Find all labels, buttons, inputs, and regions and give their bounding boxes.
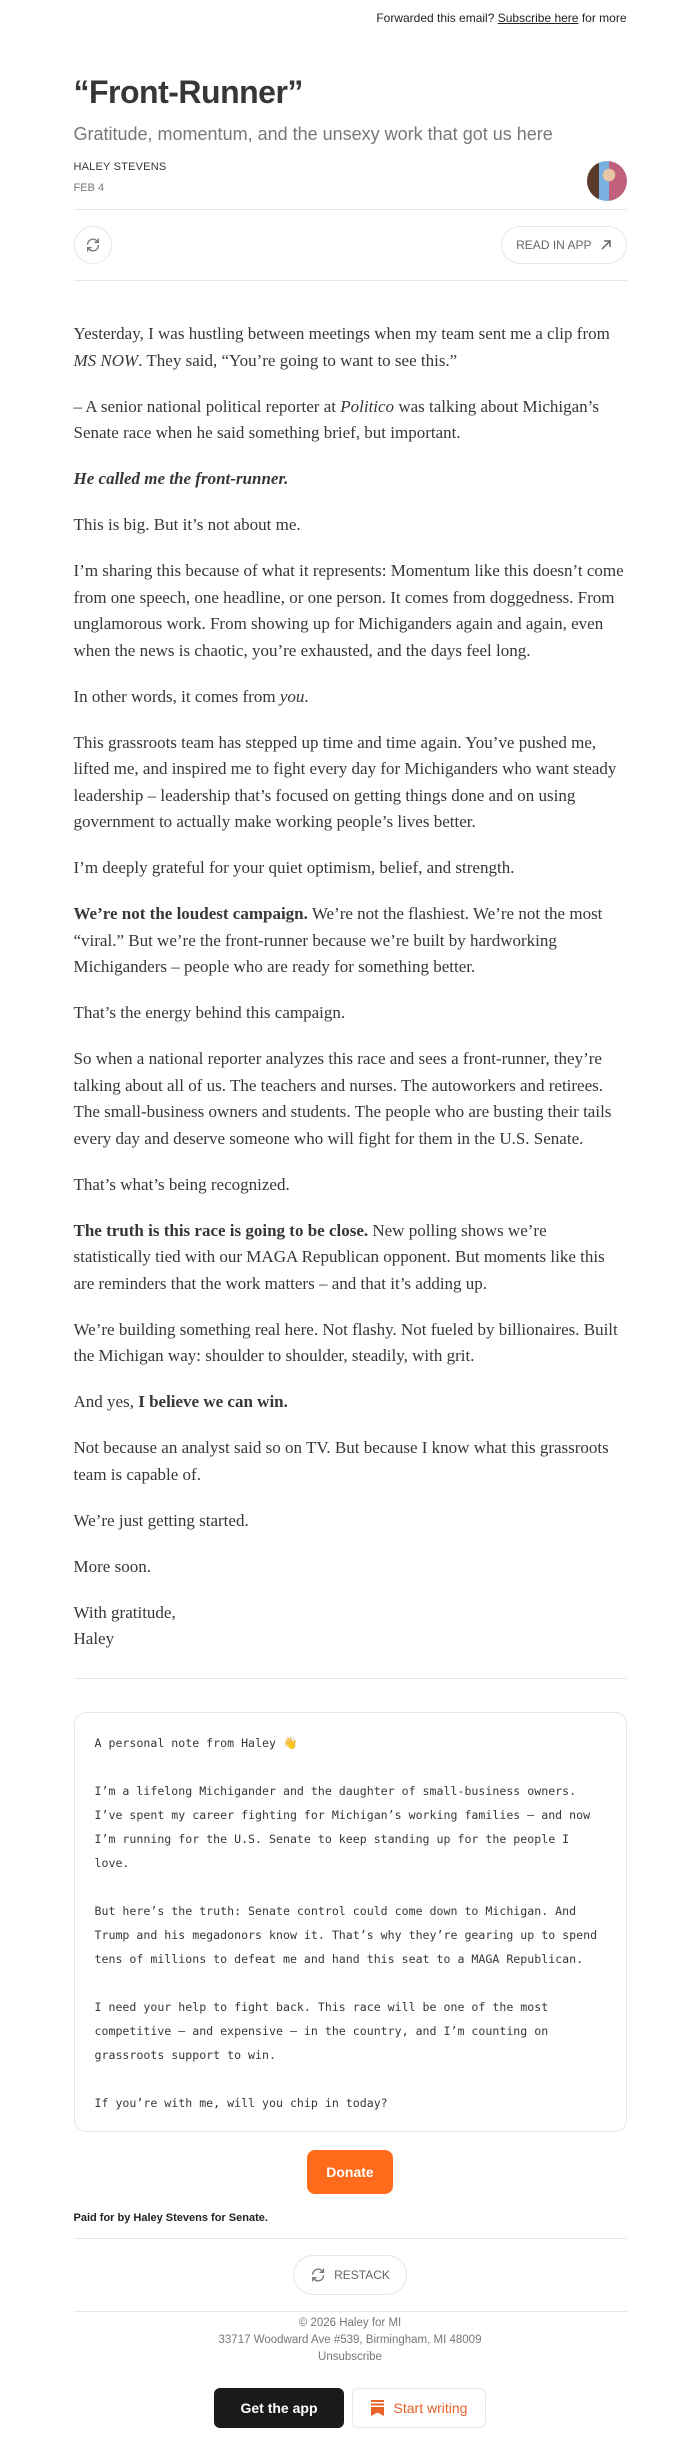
paragraph-text: This is big. But it’s not about me.	[73, 515, 301, 534]
arrow-up-right-icon	[600, 239, 612, 251]
paragraph-text: This grassroots team has stepped up time and time again. You’ve pushed me, lifted me, and inspired me to fight every day for Michiganders who want steady leadership – leadership that’s focused on getting things done and on using government to actually make working people’s lives better.	[73, 732, 617, 831]
unsubscribe-link[interactable]: Unsubscribe	[318, 2350, 382, 2363]
substack-logo-icon	[371, 2400, 384, 2416]
get-app-button[interactable]: Get the app	[214, 2388, 344, 2428]
body-paragraph	[74, 855, 627, 882]
email	[74, 0, 627, 2428]
post-meta	[74, 161, 627, 209]
note-paragraph: If you’re with me, will you chip in today?	[94, 2095, 388, 2110]
forward-notice	[74, 0, 627, 31]
paragraph-text: Yesterday, I was hustling between meetings when my team sent me a clip from	[73, 324, 610, 343]
restack-button[interactable]	[74, 226, 112, 264]
post-date: FEB 4	[73, 182, 105, 194]
body-paragraph	[74, 512, 627, 539]
body-paragraph	[74, 1218, 627, 1298]
note-paragraph: I need your help to fight back. This race will be one of the most competitive – and expensive – in the country, and I’m counting on grassroots support to win.	[94, 1999, 549, 2062]
paragraph-text: We’re not the flashiest. We’re not the most “viral.” But we’re the front-runner because we’re built by hardworking Michiganders – people who are ready for something better.	[73, 904, 603, 976]
read-in-app-label: READ IN APP	[516, 238, 592, 252]
forward-suffix: for more	[581, 11, 627, 25]
paragraph-text: Not because an analyst said so on TV. But because I know what this grassroots team is capable of.	[73, 1438, 609, 1484]
divider	[74, 2311, 627, 2312]
body-paragraph	[74, 1389, 627, 1416]
signoff	[74, 1600, 627, 1653]
paid-for-disclaimer: Paid for by Haley Stevens for Senate.	[73, 2211, 268, 2224]
start-writing-button[interactable]	[352, 2388, 486, 2428]
paragraph-text: I’m deeply grateful for your quiet optimism, belief, and strength.	[73, 858, 515, 877]
subscribe-link[interactable]: Subscribe here	[497, 11, 579, 25]
emphasized-text: MS NOW	[73, 350, 139, 370]
post-actions	[74, 210, 627, 280]
body-paragraph	[74, 1508, 627, 1535]
paragraph-text: We’re just getting started.	[73, 1510, 249, 1530]
emphasized-text: you	[279, 686, 305, 706]
note-paragraph: I’m a lifelong Michigander and the daughter of small-business owners. I’ve spent my career fighting for Michigan’s working families – and now I’m running for the U.S. Senate to keep standing up for the people I love.	[94, 1783, 591, 1870]
body-paragraph	[74, 730, 627, 836]
divider	[74, 1678, 627, 1679]
body-paragraph	[74, 1172, 627, 1199]
emphasized-text: I believe we can win.	[138, 1392, 288, 1411]
paragraph-text: That’s the energy behind this campaign.	[73, 1003, 346, 1022]
author-name[interactable]: HALEY STEVENS	[73, 161, 167, 173]
body-paragraph	[74, 1435, 627, 1488]
body-paragraph	[74, 1046, 627, 1152]
donate-button[interactable]: Donate	[307, 2150, 393, 2194]
emphasized-text: Politico	[340, 396, 395, 416]
emphasized-text: We’re not the loudest campaign.	[73, 904, 308, 923]
paragraph-text: .	[304, 686, 309, 706]
post-title: “Front-Runner”	[73, 74, 303, 110]
paragraph-text: More soon.	[73, 1556, 151, 1576]
restack-label: RESTACK	[334, 2267, 390, 2282]
forward-text: Forwarded this email?	[376, 11, 495, 25]
paragraph-text: I’m sharing this because of what it represents: Momentum like this doesn’t come from one speech, one headline, or one person. It comes from doggedness. From unglamorous work. From showing up for Michiganders again and again, even when the news is chaotic, you’re exhausted, and the days feel long.	[73, 561, 624, 660]
author-avatar[interactable]	[587, 161, 627, 201]
donate-row	[74, 2150, 627, 2194]
paragraph-text: We’re building something real here. Not flashy. Not fueled by billionaires. Built the Michigan way: shoulder to shoulder, steadily, with grit.	[73, 1319, 618, 1365]
restack-footer-button[interactable]	[293, 2255, 407, 2295]
emphasized-text: He called me the front-runner.	[73, 469, 289, 488]
start-writing-label: Start writing	[393, 2399, 468, 2416]
paragraph-text: In other words, it comes from	[73, 686, 280, 706]
body-paragraphs	[74, 321, 627, 1580]
read-in-app-button[interactable]	[501, 226, 626, 264]
body-paragraph	[74, 394, 627, 447]
signature: Haley	[73, 1629, 115, 1648]
body-paragraph	[74, 684, 627, 711]
note-paragraph: But here’s the truth: Senate control could come down to Michigan. And Trump and his megadonors know it. That’s why they’re gearing up to spend tens of millions to defeat me and hand this seat to a MAGA Republican.	[94, 1903, 598, 1966]
body-paragraph	[74, 1554, 627, 1581]
paragraph-text: was talking about Michigan’s Senate race when he said something brief, but important.	[73, 396, 599, 442]
copyright: © 2026 Haley for MI	[298, 2316, 402, 2329]
restack-icon	[85, 237, 101, 253]
paragraph-text: That’s what’s being recognized.	[73, 1174, 290, 1194]
signoff-text: With gratitude,	[73, 1602, 176, 1622]
emphasized-text: The truth is this race is going to be close.	[73, 1220, 369, 1240]
personal-note-box	[74, 1712, 627, 2132]
body-paragraph	[74, 1317, 627, 1370]
post-body	[74, 281, 627, 1653]
body-paragraph	[74, 558, 627, 664]
body-paragraph	[74, 1000, 627, 1027]
restack-icon	[310, 2267, 326, 2283]
paragraph-text: . They said, “You’re going to want to see this.”	[138, 350, 458, 370]
footer	[74, 2315, 627, 2366]
body-paragraph	[74, 466, 627, 493]
body-paragraph	[74, 901, 627, 981]
paragraph-text: So when a national reporter analyzes this race and sees a front-runner, they’re talking about all of us. The teachers and nurses. The autoworkers and retirees. The small-business owners and students. The people who are busting their tails every day and deserve someone who will fight for them in the U.S. Senate.	[73, 1049, 612, 1148]
address: 33717 Woodward Ave #539, Birmingham, MI 48009	[218, 2333, 482, 2346]
paragraph-text: New polling shows we’re statistically tied with our MAGA Republican opponent. But moments like this are reminders that the work matters – and that it’s adding up.	[73, 1220, 605, 1293]
app-buttons	[74, 2388, 627, 2428]
paragraph-text: – A senior national political reporter at	[73, 396, 341, 416]
note-heading: A personal note from Haley 👋	[94, 1735, 298, 1750]
body-paragraph	[74, 321, 627, 374]
post-subtitle: Gratitude, momentum, and the unsexy work that got us here	[73, 124, 553, 144]
restack-row	[74, 2239, 627, 2311]
paragraph-text: And yes,	[73, 1392, 139, 1411]
